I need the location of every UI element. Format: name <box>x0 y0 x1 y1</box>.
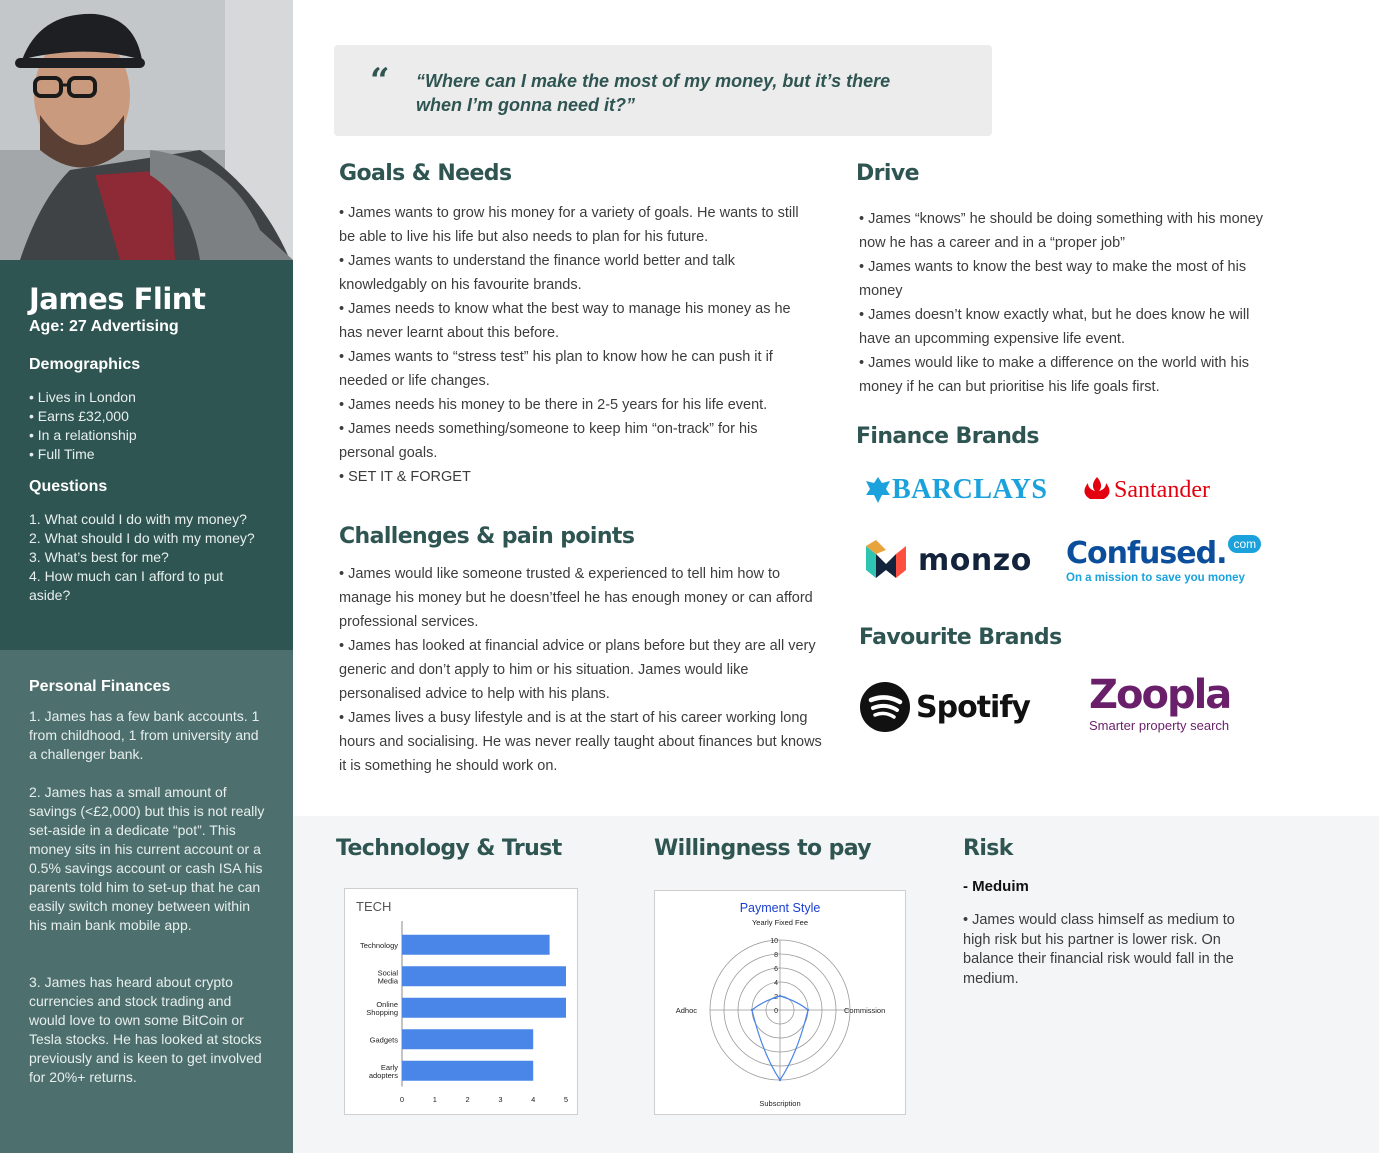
x-tick-label: 5 <box>563 1095 569 1104</box>
drive-list <box>859 207 1264 399</box>
zoopla-wordmark: Zoopla <box>1089 672 1231 718</box>
list-item: • Earns £32,000 <box>29 408 129 424</box>
confused-tagline: On a mission to save you money <box>1066 572 1245 584</box>
demographics-heading: Demographics <box>29 356 141 373</box>
goals-heading: Goals & Needs <box>339 161 512 186</box>
confused-com-badge: com <box>1228 535 1261 553</box>
radar-tick-label: 8 <box>774 952 778 959</box>
list-item: • James has looked at financial advice or plans before but they are all very generic and don’t apply to him or his situation. James would like personalised advice to help with his plans. <box>339 638 816 702</box>
radar-axis-label: Subscription <box>759 1099 801 1108</box>
quote-box <box>334 45 992 136</box>
persona-age: Age: 27 Advertising <box>29 318 179 335</box>
list-item: • James needs to know what the best way to manage his money as he has never learnt about this before. <box>339 301 791 341</box>
zoopla-tagline: Smarter property search <box>1089 718 1230 733</box>
confused-wordmark: Confused. <box>1066 536 1227 571</box>
list-item: • Full Time <box>29 446 95 462</box>
list-item: • In a relationship <box>29 427 137 443</box>
spotify-icon <box>860 682 910 732</box>
bar <box>402 935 550 955</box>
monzo-wordmark: monzo <box>918 542 1032 578</box>
radar-axis-label: Yearly Fixed Fee <box>751 918 809 927</box>
x-tick-label: 4 <box>531 1095 536 1104</box>
list-item: • James doesn’t know exactly what, but he does know he will have an upcomming expensive life event. <box>859 307 1250 347</box>
list-item: • James wants to grow his money for a variety of goals. He wants to still be able to live his life but also needs to plan for his future. <box>339 205 799 245</box>
x-tick-label: 0 <box>399 1095 405 1104</box>
personal-finances-para-3: 3. James has heard about crypto currencies and stock trading and would love to own some BitCoin or Tesla stocks. He has looked at stocks previously and is keen to get involved for 20%+ returns. <box>29 974 262 1085</box>
list-item: • James wants to “stress test” his plan to know how he can push it if needed or life changes. <box>339 349 773 389</box>
risk-heading: Risk <box>963 836 1013 861</box>
radar-tick-label: 2 <box>774 994 778 1001</box>
category-label: Technology <box>360 940 398 950</box>
list-item: • SET IT & FORGET <box>339 469 471 485</box>
list-item: • James wants to understand the finance world better and talk knowledgably on his favourite brands. <box>339 253 735 293</box>
radar-axis-label: Adhoc <box>675 1006 697 1015</box>
category-label: Online <box>376 999 398 1009</box>
x-tick-label: 2 <box>465 1095 470 1104</box>
personal-finances-heading: Personal Finances <box>29 678 171 695</box>
monzo-logo <box>864 540 1032 580</box>
personal-finances-para-1: 1. James has a few bank accounts. 1 from childhood, 1 from university and a challenger bank. <box>29 708 260 762</box>
x-tick-label: 1 <box>432 1095 437 1104</box>
barclays-eagle-icon <box>864 475 892 505</box>
zoopla-logo <box>1089 672 1230 718</box>
questions-heading: Questions <box>29 478 108 495</box>
risk-description: • James would class himself as medium to high risk but his partner is lower risk. On balance their financial risk would fall in the medium. <box>963 912 1235 987</box>
list-item: • Lives in London <box>29 389 136 405</box>
spotify-wordmark: Spotify <box>916 689 1030 725</box>
persona-name: James Flint <box>29 282 206 316</box>
x-tick-label: 3 <box>498 1095 503 1104</box>
radar-point <box>807 1009 809 1011</box>
bar <box>402 998 566 1018</box>
radar-point <box>779 995 781 997</box>
list-item: 1. What could I do with my money? <box>29 511 247 527</box>
monzo-m-icon <box>864 540 908 580</box>
persona-sidebar <box>0 0 293 1153</box>
confused-logo <box>1066 536 1261 571</box>
category-label: Early <box>380 1062 398 1072</box>
personal-finances-para-2: 2. James has a small amount of savings (<£2,000) but this is not really set-aside in a dedicate “pot”. This money sits in his current account or a 0.5% savings account or cash ISA his parents told him to set-up that he can easily switch money between within his main bank mobile app. <box>29 784 265 933</box>
tech-trust-heading: Technology & Trust <box>336 836 562 861</box>
person-photo-illustration <box>0 0 293 260</box>
list-item: • James lives a busy lifestyle and is at the start of his career working long hours and socialising. He was never really taught about finances but knows it is something he should work on. <box>339 710 822 774</box>
favourite-brands-heading: Favourite Brands <box>859 625 1062 650</box>
list-item: • James would like to make a difference on the world with his money if he can but prioritise his life goals first. <box>859 355 1250 395</box>
radar-point <box>779 1079 781 1081</box>
bar <box>402 1029 533 1049</box>
chart-title: Payment Style <box>739 901 821 915</box>
quote-mark-icon: “ <box>370 61 390 101</box>
list-item: • James wants to know the best way to make the most of his money <box>859 259 1247 299</box>
category-label: adopters <box>368 1070 398 1080</box>
chart-title: TECH <box>356 899 392 914</box>
category-label: Social <box>377 968 398 978</box>
radar-tick-label: 10 <box>770 938 778 945</box>
challenges-heading: Challenges & pain points <box>339 524 635 549</box>
bar <box>402 1061 533 1081</box>
list-item: • James “knows” he should be doing something with his money now he has a career and in a “proper job” <box>859 211 1264 251</box>
radar-point <box>751 1009 753 1011</box>
finance-brands-heading: Finance Brands <box>856 424 1039 449</box>
radar-tick-label: 6 <box>774 966 778 973</box>
questions-list <box>29 510 259 605</box>
tech-chart-box <box>344 888 578 1115</box>
drive-heading: Drive <box>856 161 919 186</box>
list-item: • James needs his money to be there in 2-5 years for his life event. <box>339 397 768 413</box>
santander-flame-icon <box>1080 475 1114 505</box>
demographics-list <box>29 388 264 464</box>
radar-tick-label: 4 <box>774 980 778 987</box>
category-label: Media <box>377 976 398 986</box>
list-item: • James needs something/someone to keep him “on-track” for his personal goals. <box>339 421 758 461</box>
category-label: Shopping <box>366 1007 398 1017</box>
category-label: Gadgets <box>369 1035 398 1045</box>
list-item: 3. What’s best for me? <box>29 549 169 565</box>
spotify-logo <box>860 682 1030 732</box>
barclays-wordmark: BARCLAYS <box>892 474 1048 505</box>
risk-level: - Meduim <box>963 878 1029 895</box>
willingness-heading: Willingness to pay <box>654 836 872 861</box>
goals-list <box>339 201 814 489</box>
list-item: 4. How much can I afford to put aside? <box>29 568 224 603</box>
payment-radar-chart <box>655 891 905 1114</box>
payment-chart-box <box>654 890 906 1115</box>
barclays-logo <box>864 474 1047 506</box>
person-photo <box>0 0 293 260</box>
tech-bar-chart <box>345 889 577 1114</box>
list-item: 2. What should I do with my money? <box>29 530 255 546</box>
radar-axis-label: Commission <box>844 1006 886 1015</box>
radar-tick-label: 0 <box>774 1008 778 1015</box>
santander-wordmark: Santander <box>1114 476 1210 503</box>
list-item: • James would like someone trusted & experienced to tell him how to manage his money but he doesn’tfeel he has enough money or can afford professional services. <box>339 566 813 630</box>
challenges-list <box>339 562 829 778</box>
quote-text: “Where can I make the most of my money, but it’s there when I’m gonna need it?” <box>416 71 891 115</box>
bar <box>402 966 566 986</box>
santander-logo <box>1080 475 1210 505</box>
